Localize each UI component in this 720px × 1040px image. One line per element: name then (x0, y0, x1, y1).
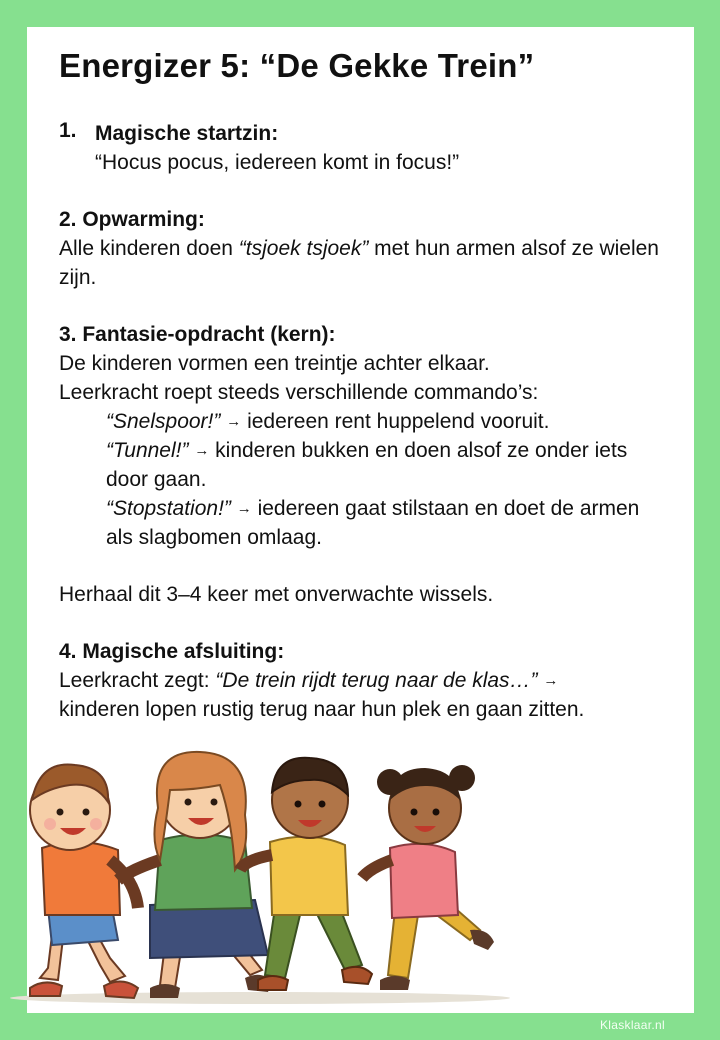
section3-repeat: Herhaal dit 3–4 keer met onverwachte wissels. (59, 583, 494, 606)
command-text: iedereen rent huppelend vooruit. (241, 410, 550, 433)
section2-text-before: Alle kinderen doen (59, 237, 239, 260)
page-title: Energizer 5: “De Gekke Trein” (59, 47, 535, 84)
section4-text-before: Leerkracht zegt: (59, 669, 216, 692)
arrow-icon: → (236, 500, 252, 517)
section3-heading: 3. Fantasie-opdracht (kern): (59, 323, 336, 346)
section3-line1: De kinderen vormen een treintje achter elkaar. (59, 352, 490, 375)
footer-brand: Klasklaar.nl (600, 1018, 665, 1032)
section1-heading: Magische startzin: (95, 122, 279, 145)
command-label: “Stopstation!” (106, 497, 231, 520)
command-text: kinderen bukken en doen alsof ze onder iets door gaan. (106, 439, 628, 491)
command-label: “Tunnel!” (106, 439, 189, 462)
section4-text-italic: “De trein rijdt terug naar de klas…” (215, 669, 538, 692)
section3-line2: Leerkracht roept steeds verschillende commando’s: (59, 381, 539, 404)
section4-line1 (59, 666, 689, 695)
child-4 (362, 765, 494, 990)
section2-heading: 2. Opwarming: (59, 208, 205, 231)
section1-number: 1. (59, 119, 77, 142)
command-text: iedereen gaat stilstaan en doet de armen als slagbomen omlaag. (106, 497, 640, 549)
section2-text-italic: “tsjoek tsjoek” (238, 237, 369, 260)
arrow-icon: → (543, 672, 559, 689)
command-item (106, 436, 666, 494)
arrow-icon: → (226, 413, 242, 430)
section4-line2: kinderen lopen rustig terug naar hun plek en gaan zitten. (59, 698, 585, 721)
command-label: “Snelspoor!” (106, 410, 221, 433)
section2-text (59, 234, 669, 292)
command-item (106, 494, 666, 552)
children-train-illustration (0, 730, 520, 1010)
section1-text: “Hocus pocus, iedereen komt in focus!” (95, 151, 460, 174)
section4-heading: 4. Magische afsluiting: (59, 640, 285, 663)
arrow-icon: → (194, 442, 210, 459)
child-2 (118, 752, 272, 998)
section2-text-after: met hun armen alsof ze wielen zijn. (59, 237, 659, 289)
command-item (106, 407, 666, 436)
